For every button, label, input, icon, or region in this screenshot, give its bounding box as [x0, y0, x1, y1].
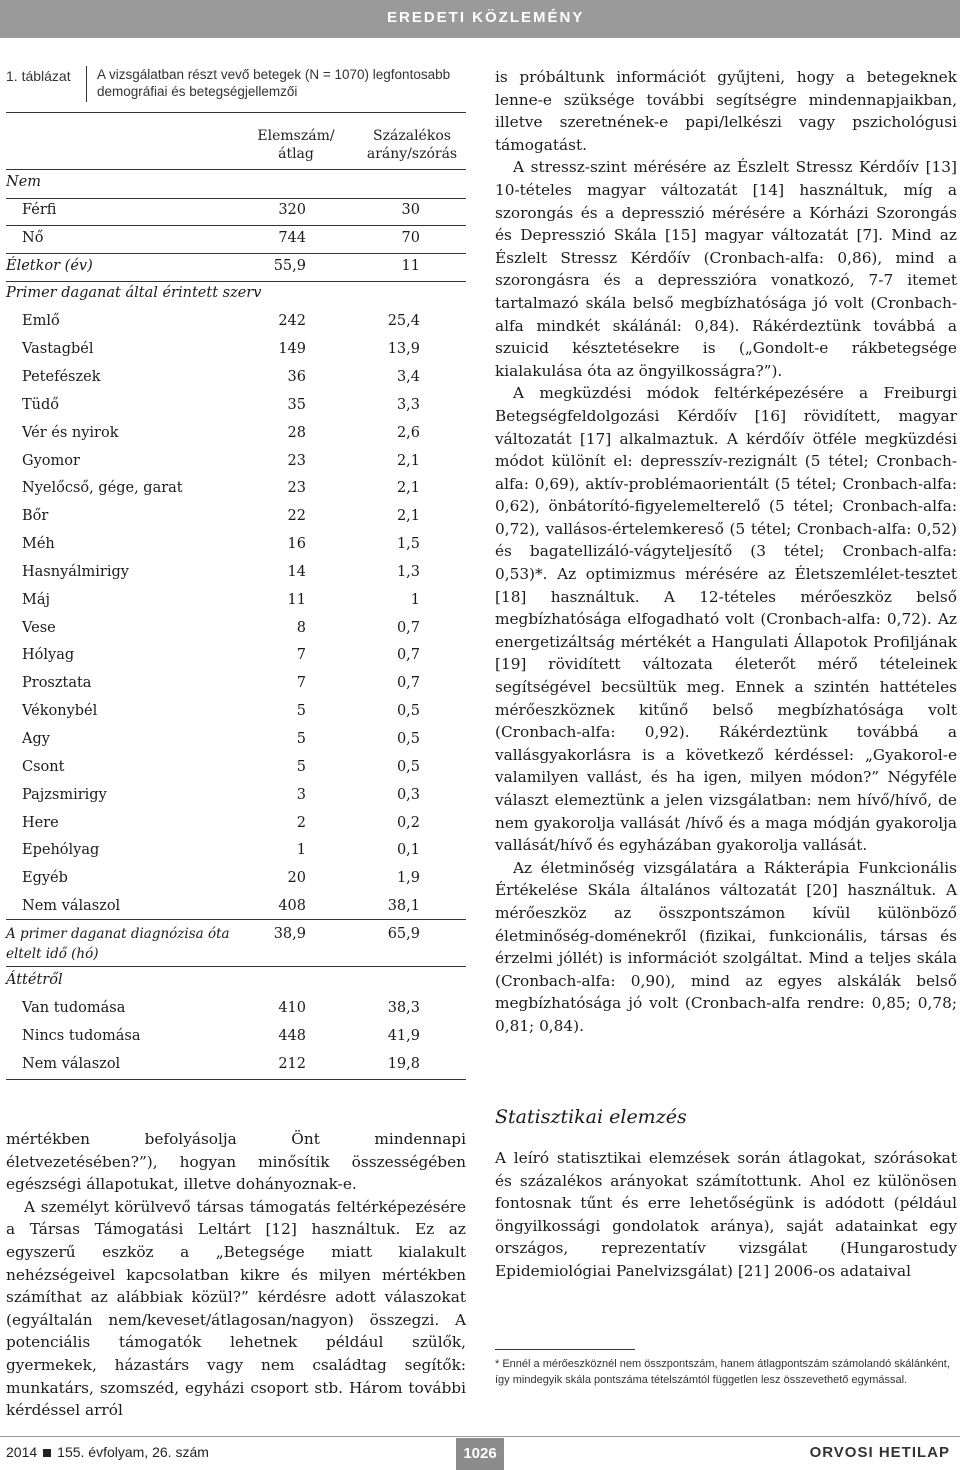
row-label: Hólyag	[22, 647, 75, 663]
row-label: Prosztata	[22, 675, 92, 691]
cell-percent: 0,5	[396, 759, 420, 775]
footnote: * Ennél a mérőeszköznél nem összpontszám, hanem átlagpontszám számolandó skálánként, így mindegyik skála pontszáma tételszámtól független lesz összevethető egymással.	[495, 1358, 950, 1386]
row-label: Bőr	[22, 508, 49, 524]
row-label: Áttétről	[6, 972, 63, 988]
table-top-rule	[6, 112, 466, 113]
cell-count: 20	[287, 870, 306, 886]
row-label: Agy	[22, 731, 50, 747]
table-header-rule	[6, 169, 466, 170]
cell-percent: 2,6	[396, 425, 420, 441]
table-rule	[6, 225, 466, 226]
row-label: Here	[22, 815, 59, 831]
table-row	[6, 815, 466, 835]
left-paragraph-1: mértékben befolyásolja Önt mindennapi életvezetésében?”), hogyan minősítik összességében egészségi állapotukat, illetve dohányoznak-e.	[6, 1130, 466, 1194]
row-label: Vastagbél	[22, 341, 94, 357]
table-row	[6, 230, 466, 250]
row-label: Vér és nyirok	[22, 425, 119, 441]
cell-percent: 70	[401, 230, 420, 246]
row-label: Van tudomása	[22, 1000, 126, 1016]
col1-header	[248, 127, 344, 163]
table-row	[6, 397, 466, 417]
table-row	[6, 842, 466, 862]
cell-percent: 30	[401, 202, 420, 218]
table-label: 1. táblázat	[6, 68, 71, 84]
row-label: Férfi	[22, 202, 57, 218]
table-row	[6, 202, 466, 222]
cell-count: 3	[296, 787, 306, 803]
row-label: Máj	[22, 592, 50, 608]
table-row	[6, 285, 466, 305]
right-paragraph-1: is próbáltunk információt gyűjteni, hogy a betegeknek lenne-e szüksége további segítségre mindennapjaikban, illetve szeretnének-e papi/lelkészi vagy pszichológusi támogatást.	[495, 68, 957, 154]
row-label: Nem válaszol	[22, 898, 121, 914]
table-rule	[6, 253, 466, 254]
row-label: A primer daganat diagnózisa óta	[6, 926, 230, 942]
cell-percent: 0,5	[396, 703, 420, 719]
row-label: Gyomor	[22, 453, 80, 469]
table-row	[6, 787, 466, 807]
right-body-text	[495, 66, 957, 1038]
table-row	[6, 425, 466, 445]
row-label: Életkor (év)	[6, 258, 93, 274]
table-row	[6, 536, 466, 556]
cell-count: 5	[296, 703, 306, 719]
cell-percent: 0,3	[396, 787, 420, 803]
table-row	[6, 898, 466, 918]
cell-count: 5	[296, 731, 306, 747]
row-label: Nem	[6, 174, 42, 190]
footer-year: 2014	[6, 1444, 38, 1460]
table-row	[6, 258, 466, 278]
table-row	[6, 508, 466, 528]
cell-percent: 1,9	[396, 870, 420, 886]
table-rule	[6, 919, 466, 920]
cell-count: 408	[278, 898, 306, 914]
right-paragraph-3: A megküzdési módok feltérképezésére a Freiburgi Betegségfeldolgozási Kérdőív [16] rövidített, magyar változatát [17] alkalmaztuk. A kérdőív ötféle megküzdési módot különít el: depresszív-rezignált (5 tétel; Cronbach-alfa: 0,69), aktív-problémaorientált (5 tétel; Cronbach-alfa: 0,62), önbátorító-figyelemelterelő (5 tétel; Cronbach-alfa: 0,72), vallásos-értelemkereső (5 tétel; Cronbach-alfa: 0,52) és bagatellizáló-vágyteljesítő (3 tétel; Cronbach-alfa: 0,53)*. Az optimizmus mérésére az Életszemlélet-tesztet [18] használtuk. A 12-tételes mérőeszköz belső megbízhatósága elfogadható volt (Cronbach-alfa: 0,72). Az energetizáltság mértékét a Hangulati Állapotok Profiljának [19] rövidített változata életerőt mérő tételeinek segítségével becsültük meg. Ennek a szintén hattételes mérőeszköznek kitűnő belső megbízhatósága volt (Cronbach-alfa: 0,92). Rákérdeztünk továbbá a vallásgyakorlásra is a következő kérdéssel: „Gyakorol-e valamilyen vallást, és ha igen, milyen módon?” Négyféle választ elemeztünk a jelen vizsgálatban: nem hívő/hívő, de nem gyakorolja vallását /hívő és a maga módján gyakorolja vallását/hívő és egyházában gyakorolja vallását.	[495, 384, 957, 855]
right-body-text-2	[495, 1147, 957, 1283]
cell-count: 23	[287, 480, 306, 496]
table-row	[6, 946, 466, 966]
row-label: Csont	[22, 759, 65, 775]
table-row	[6, 1000, 466, 1020]
cell-percent: 1,3	[396, 564, 420, 580]
cell-count: 8	[296, 620, 306, 636]
cell-count: 36	[287, 369, 306, 385]
cell-count: 16	[287, 536, 306, 552]
col1-header-line1: Elemszám/	[257, 128, 335, 144]
table-row	[6, 675, 466, 695]
cell-count: 11	[287, 592, 306, 608]
right-paragraph-2: A stressz-szint mérésére az Észlelt Stressz Kérdőív [13] 10-tételes magyar változatát [14] használtuk, míg a szorongás és a depresszió mérésére a Kórházi Szorongás és Depresszió Skála [15] magyar változatát [7]. Mind az Észlelt Stressz Kérdőív (Cronbach-alfa: 0,86), mind a szorongásra és a depresszióra vonatkozó, 7-7 itemet tartalmazó skála belső megbízhatósága jó volt (Cronbach-alfa mindkét skálánál: 0,84). Rákérdeztünk továbbá a szuicid késztetésekre is („Gondolt-e rákbetegsége kialakulása óta az öngyilkosságra?”).	[495, 158, 957, 380]
right-paragraph-4: Az életminőség vizsgálatára a Rákterápia Funkcionális Értékelése Skála általános változatát [20] használtuk. A mérőeszköz az összpontszámon kívül különböző életminőség-doménekről (fizikai, funkcionális, társas és érzelmi jóllét) is információt szolgáltat. Mind a teljes skála (Cronbach-alfa: 0,90), mind az egyes alskálák belső megbízhatósága jó volt (Cronbach-alfa rendre: 0,85; 0,78; 0,81; 0,84).	[495, 858, 957, 1035]
row-label: Epehólyag	[22, 842, 100, 858]
col1-header-line2: átlag	[278, 146, 314, 162]
cell-count: 22	[287, 508, 306, 524]
table-row	[6, 1028, 466, 1048]
table-row	[6, 174, 466, 194]
cell-percent: 19,8	[387, 1056, 420, 1072]
cell-percent: 0,7	[396, 647, 420, 663]
cell-percent: 0,2	[396, 815, 420, 831]
cell-count: 55,9	[273, 258, 306, 274]
table-row	[6, 564, 466, 584]
row-label: Méh	[22, 536, 55, 552]
cell-count: 448	[278, 1028, 306, 1044]
cell-percent: 38,1	[387, 898, 420, 914]
row-label: Nem válaszol	[22, 1056, 121, 1072]
cell-percent: 25,4	[387, 313, 420, 329]
cell-count: 744	[278, 230, 306, 246]
cell-percent: 2,1	[396, 508, 420, 524]
table-row	[6, 647, 466, 667]
cell-percent: 1,5	[396, 536, 420, 552]
table-row	[6, 1056, 466, 1076]
cell-count: 7	[296, 675, 306, 691]
cell-count: 35	[287, 397, 306, 413]
cell-count: 14	[287, 564, 306, 580]
row-label: Tüdő	[22, 397, 60, 413]
cell-count: 320	[278, 202, 306, 218]
journal-header-bar	[0, 0, 960, 38]
table-row	[6, 972, 466, 992]
row-label: Hasnyálmirigy	[22, 564, 129, 580]
table-row	[6, 341, 466, 361]
cell-percent: 2,1	[396, 453, 420, 469]
cell-percent: 1	[410, 592, 420, 608]
footer-rule	[0, 1436, 960, 1437]
square-bullet-icon	[43, 1449, 51, 1457]
col2-header-line1: Százalékos	[373, 128, 451, 144]
cell-percent: 3,4	[396, 369, 420, 385]
footnote-rule	[495, 1349, 635, 1350]
row-label: Pajzsmirigy	[22, 787, 107, 803]
cell-count: 212	[278, 1056, 306, 1072]
row-label: Petefészek	[22, 369, 101, 385]
col2-header	[360, 127, 464, 163]
cell-count: 7	[296, 647, 306, 663]
cell-percent: 0,1	[396, 842, 420, 858]
row-label: Nyelőcső, gége, garat	[22, 480, 183, 496]
row-label: Egyéb	[22, 870, 68, 886]
table-row	[6, 480, 466, 500]
left-body-text	[6, 1128, 466, 1422]
cell-count: 2	[296, 815, 306, 831]
cell-percent: 65,9	[387, 926, 420, 942]
cell-count: 149	[278, 341, 306, 357]
table-row	[6, 453, 466, 473]
cell-count: 23	[287, 453, 306, 469]
row-label: Vékonybél	[22, 703, 98, 719]
table-rule	[6, 281, 466, 282]
cell-count: 38,9	[273, 926, 306, 942]
cell-percent: 0,7	[396, 675, 420, 691]
cell-percent: 3,3	[396, 397, 420, 413]
left-paragraph-2: A személyt körülvevő társas támogatás feltérképezésére a Társas Támogatási Leltárt [12] használtuk. Ez az egyszerű eszköz a „Betegsége miatt kialakult nehézségeivel kapcsolatban kikre és milyen mértékben számíthat az alábbiak közül?” kérdésre adott válaszokat (egyáltalán nem/keveset/átlagosan/nagyon) összegzi. A potenciális támogatók lehetnek például szülők, gyermekek, házastárs vagy nem családtag segítők: munkatárs, szomszéd, egyházi csoport stb. Három további kérdéssel arról	[6, 1197, 466, 1420]
row-label: Nincs tudomása	[22, 1028, 141, 1044]
row-label: Nő	[22, 230, 44, 246]
table-row	[6, 369, 466, 389]
row-label: Vese	[22, 620, 56, 636]
cell-percent: 13,9	[387, 341, 420, 357]
table-caption: A vizsgálatban részt vevő betegek (N = 1070) legfontosabb demográfiai és betegségjellemzői	[97, 67, 451, 99]
footer-volume: 155. évfolyam, 26. szám	[57, 1444, 209, 1460]
cell-percent: 2,1	[396, 480, 420, 496]
section-heading: Statisztikai elemzés	[495, 1106, 687, 1128]
cell-percent: 0,7	[396, 620, 420, 636]
table-row	[6, 313, 466, 333]
cell-count: 5	[296, 759, 306, 775]
table-row	[6, 703, 466, 723]
table-row	[6, 926, 466, 946]
cell-percent: 0,5	[396, 731, 420, 747]
cell-percent: 38,3	[387, 1000, 420, 1016]
caption-separator	[86, 66, 87, 102]
table-row	[6, 620, 466, 640]
footer-issue	[6, 1444, 209, 1460]
cell-count: 1	[296, 842, 306, 858]
table-row	[6, 759, 466, 779]
cell-percent: 41,9	[387, 1028, 420, 1044]
cell-percent: 11	[401, 258, 420, 274]
cell-count: 410	[278, 1000, 306, 1016]
row-label: Emlő	[22, 313, 60, 329]
col2-header-line2: arány/szórás	[366, 146, 458, 162]
table-row	[6, 731, 466, 751]
journal-name: ORVOSI HETILAP	[809, 1444, 950, 1461]
row-label: Primer daganat által érintett szerv	[6, 285, 262, 301]
section-title: EREDETI KÖZLEMÉNY	[387, 9, 585, 26]
table-rule	[6, 966, 466, 967]
cell-count: 28	[287, 425, 306, 441]
table-row	[6, 592, 466, 612]
row-label: eltelt idő (hó)	[6, 946, 99, 962]
table-bottom-rule	[6, 1079, 466, 1080]
page-number: 1026	[456, 1438, 504, 1470]
right-paragraph-5: A leíró statisztikai elemzések során átlagokat, szórásokat és százalékos arányokat számítottunk. Ahol ez különösen fontosnak tűnt és erre lehetőségünk is adódott (például öngyilkossági gondolatok aránya), saját adatainkat egy országos, reprezentatív vizsgálat (Hungarostudy Epidemiológiai Panelvizsgálat) [21] 2006-os adataival	[495, 1149, 957, 1280]
table-rule	[6, 198, 466, 199]
cell-count: 242	[278, 313, 306, 329]
table-row	[6, 870, 466, 890]
